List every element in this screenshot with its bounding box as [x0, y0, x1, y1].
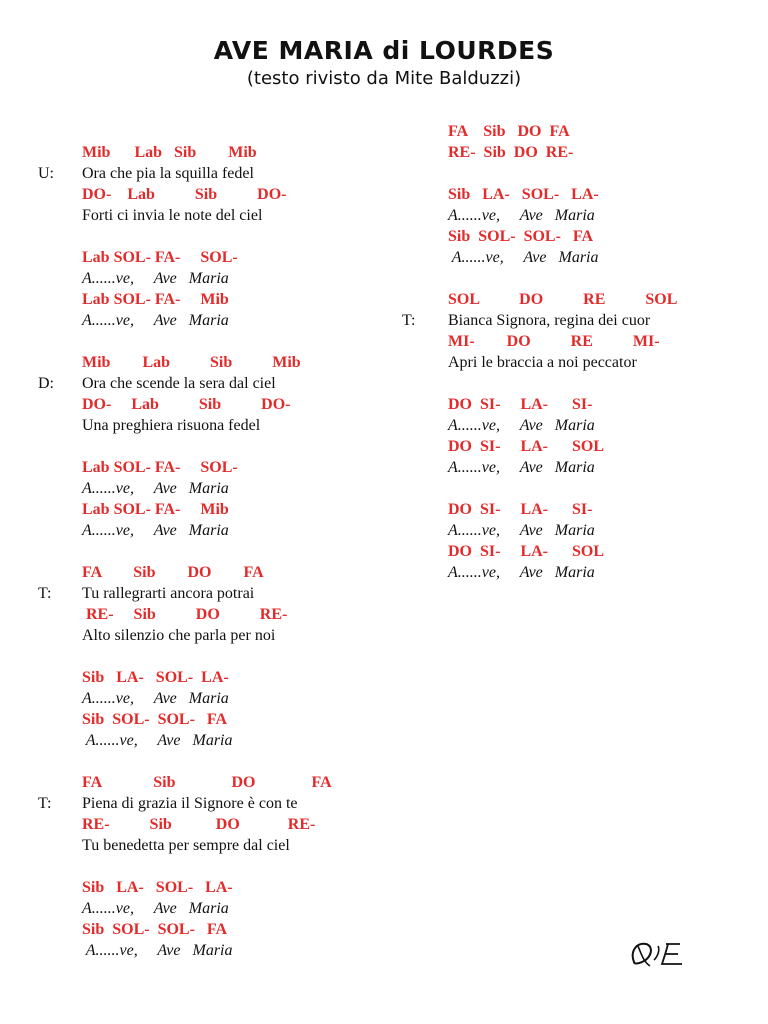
- lyric-line: Apri le braccia a noi peccator: [448, 354, 637, 371]
- chord-line: DO SI- LA- SI-: [448, 501, 593, 518]
- chord-line: Lab SOL- FA- Mib: [82, 291, 229, 308]
- chord-line: MI- DO RE MI-: [448, 333, 660, 350]
- chord-line: Sib SOL- SOL- FA: [82, 921, 228, 938]
- chord-line: RE- Sib DO RE-: [82, 606, 288, 623]
- refrain-line: A......ve, Ave Maria: [448, 459, 595, 476]
- page-subtitle: (testo rivisto da Mite Balduzzi): [246, 68, 522, 89]
- chord-line: DO SI- LA- SOL: [448, 438, 605, 455]
- chord-line: Sib SOL- SOL- FA: [82, 711, 228, 728]
- lyric-line: Tu benedetta per sempre dal ciel: [82, 837, 290, 854]
- chord-line: RE- Sib DO RE-: [448, 144, 574, 161]
- refrain-line: A......ve, Ave Maria: [82, 690, 229, 707]
- chord-line: Lab SOL- FA- Mib: [82, 501, 229, 518]
- refrain-line: A......ve, Ave Maria: [448, 522, 595, 539]
- lyric-line: Una preghiera risuona fedel: [82, 417, 261, 434]
- refrain-line: A......ve, Ave Maria: [448, 249, 599, 266]
- lyric-line: Ora che pia la squilla fedel: [82, 165, 254, 182]
- chord-line: FA Sib DO FA: [82, 564, 264, 581]
- refrain-line: A......ve, Ave Maria: [82, 312, 229, 329]
- voice-label: T:: [38, 795, 52, 812]
- chord-line: Lab SOL- FA- SOL-: [82, 249, 238, 266]
- refrain-line: A......ve, Ave Maria: [448, 207, 595, 224]
- chord-line: Sib LA- SOL- LA-: [82, 879, 233, 896]
- chord-line: Mib Lab Sib Mib: [82, 354, 301, 371]
- chord-line: DO SI- LA- SI-: [448, 396, 593, 413]
- chord-line: RE- Sib DO RE-: [82, 816, 316, 833]
- lyric-line: Tu rallegrarti ancora potrai: [82, 585, 255, 602]
- chord-line: Sib LA- SOL- LA-: [448, 186, 599, 203]
- chord-line: Mib Lab Sib Mib: [82, 144, 257, 161]
- lyric-line: Forti ci invia le note del ciel: [82, 207, 263, 224]
- voice-label: U:: [38, 165, 54, 182]
- lyric-line: Bianca Signora, regina dei cuor: [448, 312, 651, 329]
- refrain-line: A......ve, Ave Maria: [82, 942, 233, 959]
- voice-label: T:: [402, 312, 416, 329]
- refrain-line: A......ve, Ave Maria: [448, 417, 595, 434]
- chord-line: DO- Lab Sib DO-: [82, 186, 287, 203]
- refrain-line: A......ve, Ave Maria: [82, 270, 229, 287]
- chord-line: DO SI- LA- SOL: [448, 543, 605, 560]
- chord-line: DO- Lab Sib DO-: [82, 396, 291, 413]
- chord-line: Sib SOL- SOL- FA: [448, 228, 594, 245]
- signature-icon: [628, 936, 688, 970]
- page-title: AVE MARIA di LOURDES: [213, 36, 555, 65]
- lyric-line: Ora che scende la sera dal ciel: [82, 375, 276, 392]
- chord-line: Sib LA- SOL- LA-: [82, 669, 229, 686]
- refrain-line: A......ve, Ave Maria: [82, 900, 229, 917]
- chord-line: FA Sib DO FA: [82, 774, 332, 791]
- refrain-line: A......ve, Ave Maria: [82, 732, 233, 749]
- refrain-line: A......ve, Ave Maria: [82, 522, 229, 539]
- refrain-line: A......ve, Ave Maria: [448, 564, 595, 581]
- chord-line: SOL DO RE SOL: [448, 291, 678, 308]
- lyric-line: Piena di grazia il Signore è con te: [82, 795, 298, 812]
- chord-line: FA Sib DO FA: [448, 123, 570, 140]
- voice-label: T:: [38, 585, 52, 602]
- refrain-line: A......ve, Ave Maria: [82, 480, 229, 497]
- voice-label: D:: [38, 375, 54, 392]
- chord-line: Lab SOL- FA- SOL-: [82, 459, 238, 476]
- lyric-line: Alto silenzio che parla per noi: [82, 627, 276, 644]
